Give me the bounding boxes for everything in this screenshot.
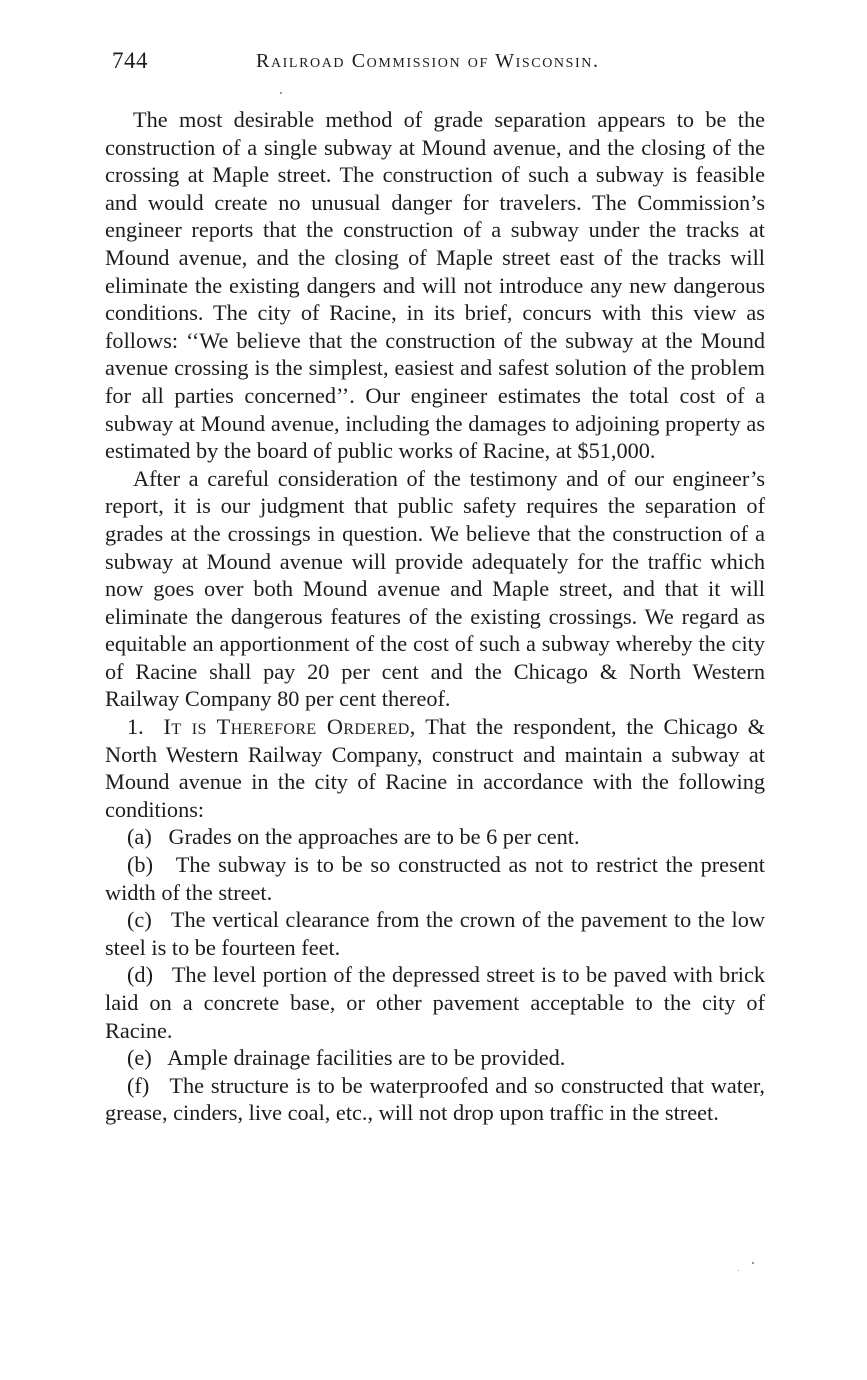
condition-label: (f) — [127, 1072, 150, 1098]
condition-b — [105, 851, 765, 906]
scan-speck — [280, 92, 282, 94]
paragraph-grade-separation: The most desirable method of grade separation appears to be the construction of a single subway at Mound avenue, and the closing of the crossing at Maple street. The construction of such a subway is feasible and would create no unusual danger for travelers. The Commission’s engineer reports that the construction of a subway under the tracks at Mound avenue, and the closing of Maple street east of the tracks will eliminate the existing dangers and will not introduce any new dangerous conditions. The city of Racine, in its brief, concurs with this view as follows: ‘‘We believe that the construction of the subway at the Mound avenue crossing is the simplest, easiest and safest solution of the problem for all parties concerned’’. Our engineer estimates the total cost of a subway at Mound avenue, including the damages to adjoining property as estimated by the board of public works of Racine, at $51,000. — [105, 107, 765, 464]
condition-c — [105, 906, 765, 961]
order-number: 1. — [127, 714, 144, 740]
order-paragraph — [105, 713, 765, 823]
page-number: 744 — [112, 48, 148, 73]
condition-text: Grades on the approaches are to be 6 per cent. — [168, 824, 580, 850]
condition-text: The vertical clearance from the crown of the pavement to the low steel is to be fourteen feet. — [105, 907, 765, 960]
condition-label: (c) — [127, 907, 152, 933]
condition-label: (d) — [127, 962, 153, 988]
condition-label: (e) — [127, 1045, 152, 1071]
scan-speck — [738, 1270, 739, 1271]
condition-f — [105, 1072, 765, 1127]
condition-label: (a) — [127, 824, 152, 850]
page-header — [108, 48, 768, 82]
condition-text: The level portion of the depressed street is to be paved with brick laid on a concrete base, or other pavement acceptable to the city of Racine. — [105, 962, 765, 1043]
scan-speck — [752, 1262, 754, 1264]
order-text: That the respondent, the Chicago & North Western Railway Company, construct and maintain a subway at Mound avenue in the city of Racine in accordance with the following conditions: — [105, 714, 766, 822]
body-text — [105, 106, 765, 1127]
condition-text: The subway is to be so constructed as not to restrict the present width of the street. — [105, 852, 765, 905]
condition-text: Ample drainage facilities are to be provided. — [167, 1045, 566, 1071]
condition-text: The structure is to be waterproofed and so constructed that water, grease, cinders, live coal, etc., will not drop upon traffic in the street. — [105, 1072, 766, 1126]
running-head: Railroad Commission of Wisconsin. — [256, 50, 600, 72]
condition-d — [105, 961, 765, 1044]
condition-label: (b) — [127, 852, 153, 878]
condition-a — [105, 823, 765, 851]
order-phrase: It is Therefore Ordered, — [163, 714, 416, 740]
condition-e — [105, 1044, 765, 1072]
paragraph-judgment: After a careful consideration of the testimony and of our engineer’s report, it is our judgment that public safety requires the separation of grades at the crossings in question. We believe that the construction of a subway at Mound avenue will provide adequately for the traffic which now goes over both Mound avenue and Maple street, and that it will eliminate the dangerous features of the existing crossings. We regard as equitable an apportionment of the cost of such a subway whereby the city of Racine shall pay 20 per cent and the Chicago & North Western Railway Company 80 per cent thereof. — [105, 465, 765, 712]
